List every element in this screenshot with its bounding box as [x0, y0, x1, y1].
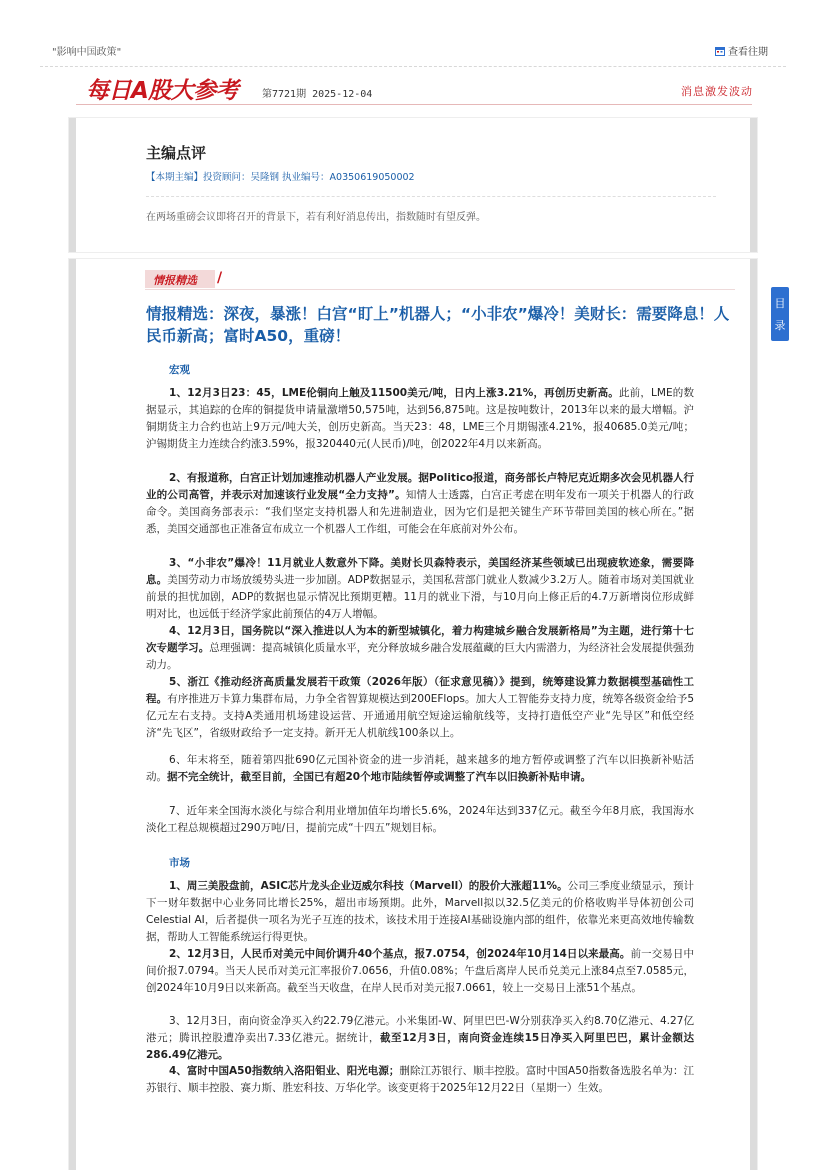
editor-card — [68, 117, 758, 253]
header-redline — [76, 104, 752, 105]
top-tag: "影响中国政策" — [52, 47, 122, 58]
toc-label-1: 目 — [774, 297, 786, 310]
macro-item-5: 5、浙江《推动经济高质量发展若干政策（2026年版）（征求意见稿）》提到，统筹建设算力数据模型基础性工程。有序推进万卡算力集群布局，力争全省智算规模达到200EFlops。加大人工智能券支持力度，统筹各级资金给予5亿元左右支持。支持A类通用机场建设运营、开通通用航空短途运输航线等，支持打造低空产业“先导区”和低空经济“先飞区”，省级财政给予一定支持。新开无人机航线100条以上。 — [146, 676, 695, 739]
macro-item-4: 4、12月3日，国务院以“深入推进以人为本的新型城镇化，着力构建城乡融合发展新格局”为主题，进行第十七次专题学习。总理强调：提高城镇化质量水平，充分释放城乡融合发展蕴藏的巨大内需潜力，为经济社会发展提供强劲动力。 — [146, 625, 695, 671]
toc-button[interactable] — [771, 287, 789, 341]
macro-item-2: 2、有报道称，白宫正计划加速推动机器人产业发展。据Politico报道，商务部长卢特尼克近期多次会见机器人行业的公司高管，并表示对加速该行业发展“全力支持”。知情人士透露，白宫正考虑在明年发布一项关于机器人的行政命令。美国商务部表示：“我们坚定支持机器人和先进制造业，因为它们是把关键生产环节带回美国的核心所在。”据悉，美国交通部也正准备宣布成立一个机器人工作组，可能会在年底前对外公布。 — [146, 472, 694, 535]
section-tag-label: 情报精选 — [153, 274, 197, 287]
macro-item-1: 1、12月3日23：45，LME伦铜向上触及11500美元/吨，日内上涨3.21%，再创历史新高。此前，LME的数据显示，其追踪的仓库的铜提货申请量激增50,575吨，达到56,875吨。这是按吨数计，2013年以来的最大增幅。沪铜期货主力合约也站上9万元/吨大关，创历史新高。当天23：48，LME三个月期锡涨4.21%，报40685.0美元/吨；沪锡期货主力连续合约涨3.59%，报320440元(人民币)/吨，创2022年4月以来新高。 — [146, 387, 694, 450]
macro-item-6: 6、年末将至，随着第四批690亿元国补资金的进一步消耗，越来越多的地方暂停或调整了汽车以旧换新补贴活动。据不完全统计，截至目前，全国已有超20个地市陆续暂停或调整了汽车以旧换新补贴申请。 — [146, 754, 694, 783]
section-tag — [145, 270, 255, 288]
history-label: 查看往期 — [728, 47, 768, 58]
editor-title: 主编点评 — [146, 144, 207, 162]
market-item-3: 3、12月3日，南向资金净买入约22.79亿港元。小米集团-W、阿里巴巴-W分别获净买入约8.70亿港元、4.27亿港元；腾讯控股遭净卖出7.33亿港元。据统计，截至12月3日，南向资金连续15日净买入阿里巴巴，累计金额达286.49亿港元。 — [146, 1015, 694, 1061]
macro-item-7: 7、近年来全国海水淡化与综合利用业增加值年均增长5.6%，2024年达到337亿元。截至今年8月底，我国海水淡化工程总规模超过290万吨/日，提前完成“十四五”规划目标。 — [146, 805, 694, 834]
editor-divider — [146, 196, 716, 197]
slogan: 消息激发波动 — [681, 85, 753, 98]
market-item-4: 4、富时中国A50指数纳入洛阳钼业、阳光电源；删除江苏银行、顺丰控股。富时中国A50指数备选股名单为：江苏银行、顺丰控股、赛力斯、胜宏科技、万华化学。该变更将于2025年12月22日（星期一）生效。 — [146, 1065, 694, 1094]
article-headline: 情报精选：深夜，暴涨！白宫“盯上”机器人；“小非农”爆冷！美财长：需要降息！人民币新高；富时A50，重磅！ — [146, 305, 730, 345]
tag-mark-icon: / — [217, 270, 223, 286]
market-item-2: 2、12月3日，人民币对美元中间价调升40个基点，报7.0754，创2024年10月14日以来最高。前一交易日中间价报7.0794。当天人民币对美元汇率报价7.0656，升值0.08%；午盘后离岸人民币兑美元上涨84点至7.0585元，创2024年10月9日以来新高。截至当天收盘，在岸人民币对美元报7.0661，较上一交易日上涨51个基点。 — [146, 948, 695, 994]
history-link[interactable] — [715, 43, 768, 58]
header-divider — [40, 66, 786, 67]
macro-heading: 宏观 — [169, 364, 190, 376]
market-item-1: 1、周三美股盘前，ASIC芯片龙头企业迈威尔科技（Marvell）的股价大涨超11%。公司三季度业绩显示，预计下一财年数据中心业务同比增长25%，超出市场预期。此外，Marvell拟以32.5亿美元的价格收购半导体初创公司Celestial AI，后者提供一项名为光子互连的技术，该技术用于连接AI基础设施内部的组件，依靠光来更高效地传输数据，帮助人工智能系统运行得更快。 — [146, 880, 694, 943]
section-divider — [145, 289, 735, 290]
calendar-icon — [715, 46, 725, 56]
issue-number: 第7721期 2025-12-04 — [262, 89, 373, 100]
editor-comment: 在两场重磅会议即将召开的背景下，若有利好消息传出，指数随时有望反弹。 — [146, 212, 486, 223]
market-heading: 市场 — [169, 857, 190, 869]
macro-item-3: 3、“小非农”爆冷！11月就业人数意外下降。美财长贝森特表示，美国经济某些领域已出现疲软迹象，需要降息。美国劳动力市场放缓势头进一步加剧。ADP数据显示，美国私营部门就业人数减少3.2万人。随着市场对美国就业前景的担忧加剧，ADP的数据也显示情况比预期更糟。11月的就业下滑，与10月向上修正后的4.7万新增岗位形成鲜明对比，也远低于经济学家此前预估的4万人增幅。 — [146, 557, 695, 620]
editor-byline: 【本期主编】投资顾问：吴隆钢 执业编号：A0350619050002 — [146, 172, 415, 183]
logo: 每日A股大参考 — [86, 78, 239, 104]
toc-label-2: 录 — [774, 319, 786, 332]
